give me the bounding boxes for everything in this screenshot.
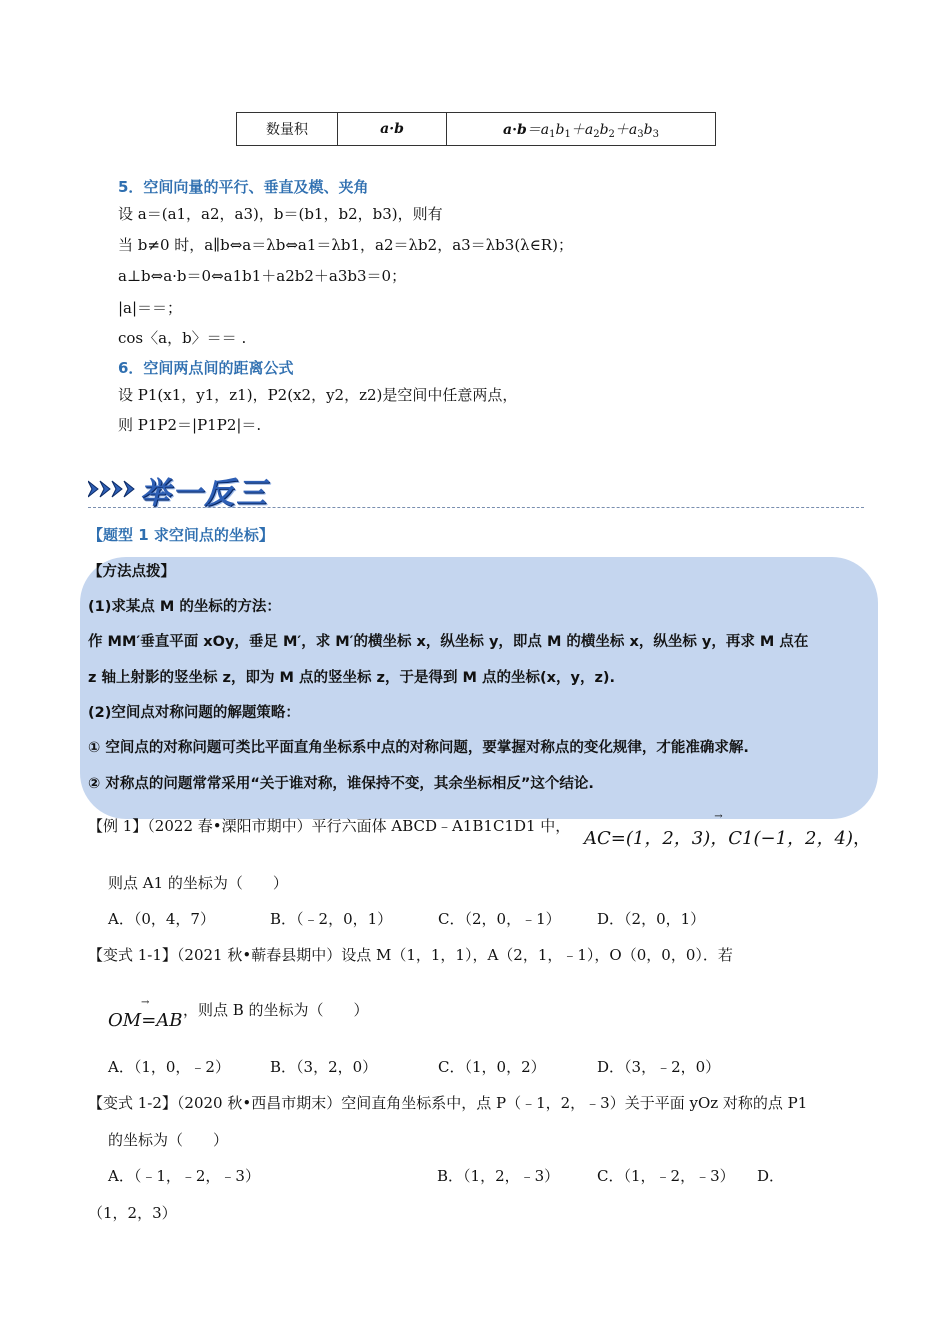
table-cell-name: 数量积	[237, 113, 338, 146]
variant-1-1-stem: 【变式 1-1】（2021 秋•蕲春县期中）设点 M（1，1，1），A（2，1，﹣1），O（0，0，0）．若	[88, 946, 733, 964]
variant-1-1-option-d: D．（3，﹣2，0）	[597, 1058, 721, 1076]
section-5-line-4: |a|＝＝；	[118, 299, 183, 317]
example-1-option-c: C．（2，0，﹣1）	[438, 910, 561, 928]
method-line-5: ① 空间点的对称问题可类比平面直角坐标系中点的对称问题，要掌握对称点的变化规律，才能准确求解.	[88, 740, 749, 756]
banner-arrows-icon	[88, 478, 142, 500]
variant-1-2-option-c: C．（1，﹣2，﹣3）	[597, 1167, 735, 1185]
vector-operations-table	[236, 112, 716, 146]
example-1-stem: 【例 1】（2022 春•溧阳市期中）平行六面体 ABCD﹣A1B1C1D1 中，	[88, 817, 571, 835]
example-1-formula-tail: ，	[852, 828, 871, 849]
type-1-heading: 【题型 1 求空间点的坐标】	[88, 526, 274, 544]
method-line-3: z 轴上射影的竖坐标 z，即为 M 点的竖坐标 z，于是得到 M 点的坐标(x，y，z).	[88, 670, 616, 686]
method-line-6: ② 对称点的问题常常采用“关于谁对称，谁保持不变，其余坐标相反”这个结论.	[88, 776, 594, 792]
section-5-heading: 5．空间向量的平行、垂直及模、夹角	[118, 178, 369, 196]
section-6-line-2: 则 P1P2＝|P1P2|＝.	[118, 416, 262, 434]
variant-1-1-formula	[108, 1010, 183, 1031]
variant-1-2-option-d: （1，2，3）	[88, 1204, 177, 1222]
section-5-line-1: 设 a＝(a1，a2，a3)，b＝(b1，b2，b3)，则有	[118, 205, 443, 223]
method-title: 【方法点拨】	[88, 564, 175, 580]
example-1-formula-text: → AC=(1，2，3)，C1(−1，2，4)	[584, 824, 853, 850]
example-1-formula	[584, 824, 871, 850]
section-6-heading: 6．空间两点间的距离公式	[118, 359, 294, 377]
method-line-4: (2)空间点对称问题的解题策略：	[88, 705, 300, 721]
table-row	[237, 113, 716, 146]
banner-divider	[88, 507, 864, 508]
variant-1-1-option-b: B．（3，2，0）	[270, 1058, 378, 1076]
section-6-line-1: 设 P1(x1，y1，z1)，P2(x2，y2，z2)是空间中任意两点，	[118, 386, 518, 404]
method-line-1: (1)求某点 M 的坐标的方法：	[88, 599, 281, 615]
section-5-line-3: a⊥b⇔a·b＝0⇔a1b1＋a2b2＋a3b3＝0；	[118, 267, 407, 285]
example-1-question: 则点 A1 的坐标为（ ）	[108, 874, 288, 892]
variant-1-2-option-b: B．（1，2，﹣3）	[437, 1167, 560, 1185]
banner-title: 举一反三	[140, 476, 268, 511]
example-1-option-a: A．（0，4，7）	[108, 910, 215, 928]
section-5-line-5: cos〈a，b〉＝＝ .	[118, 329, 247, 347]
example-1-option-d: D．（2，0，1）	[597, 910, 706, 928]
variant-1-2-stem: 【变式 1-2】（2020 秋•西昌市期末）空间直角坐标系中，点 P（﹣1，2，﹣3）关于平面 yOz 对称的点 P1	[88, 1094, 808, 1112]
variant-1-2-question: 的坐标为（ ）	[108, 1131, 229, 1149]
method-line-2: 作 MM′垂直平面 xOy，垂足 M′，求 M′的横坐标 x，纵坐标 y，即点 M 的横坐标 x，纵坐标 y，再求 M 点在	[88, 634, 809, 650]
variant-1-1-formula-text: → OM=AB	[108, 1010, 183, 1031]
variant-1-2-option-d-label: D．	[757, 1167, 785, 1185]
variant-1-2-option-a: A．（﹣1，﹣2，﹣3）	[108, 1167, 260, 1185]
table-cell-expr: a·b	[338, 113, 447, 146]
example-1-option-b: B．（﹣2，0，1）	[270, 910, 393, 928]
variant-1-1-option-a: A．（1，0，﹣2）	[108, 1058, 230, 1076]
section-5-line-2: 当 b≠0 时，a∥b⇔a＝λb⇔a1＝λb1，a2＝λb2，a3＝λb3(λ∈R)；	[118, 236, 573, 254]
table-cell-formula: $a\cdot b=a_1b_1+a_2b_2+a_3b_3$	[447, 113, 716, 146]
variant-1-1-question: ，则点 B 的坐标为（ ）	[183, 1001, 369, 1019]
variant-1-1-option-c: C．（1，0，2）	[438, 1058, 546, 1076]
